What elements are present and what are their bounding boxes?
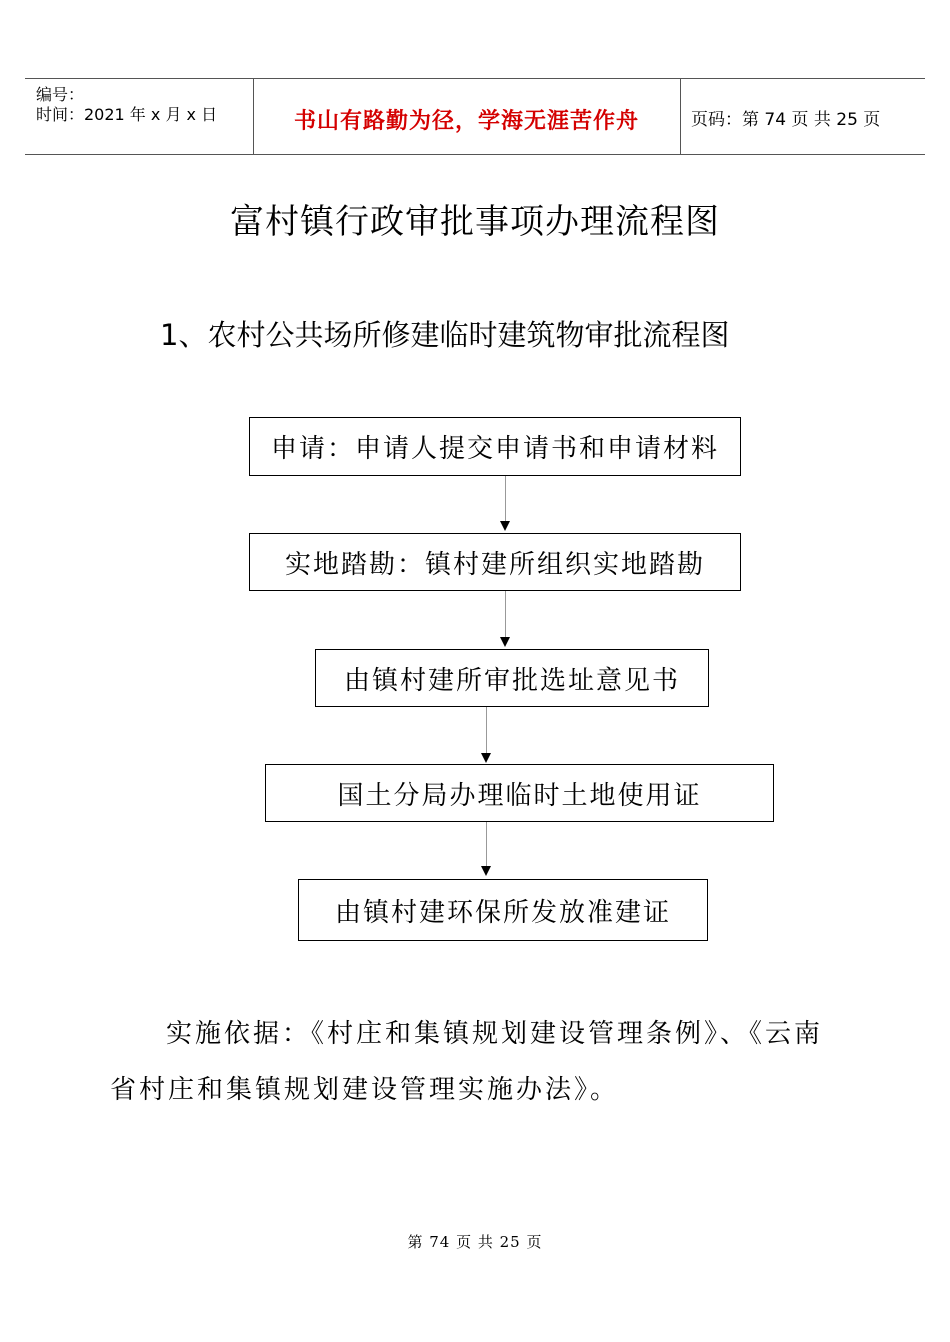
- arrow-down-icon: [481, 866, 491, 876]
- flow-connector: [486, 707, 487, 753]
- flow-step-site-approval: 由镇村建所审批选址意见书: [315, 649, 709, 707]
- header-motto: 书山有路勤为径，学海无涯苦作舟: [293, 108, 639, 134]
- flow-step-land-certificate: 国土分局办理临时土地使用证: [265, 764, 774, 822]
- flow-connector: [486, 822, 487, 868]
- document-date: 时间：2021 年 x 月 x 日: [36, 105, 218, 124]
- flow-connector: [505, 476, 506, 521]
- arrow-down-icon: [481, 753, 491, 763]
- legal-basis-paragraph: 实施依据：《村庄和集镇规划建设管理条例》、《云南省村庄和集镇规划建设管理实施办法》。: [110, 1019, 824, 1105]
- header-bottom-line: [25, 154, 925, 155]
- page-title: 富村镇行政审批事项办理流程图: [230, 202, 720, 242]
- arrow-down-icon: [500, 637, 510, 647]
- flow-step-building-permit: 由镇村建环保所发放准建证: [298, 879, 708, 941]
- flow-step-site-survey: 实地踏勘：镇村建所组织实地踏勘: [249, 533, 741, 591]
- header-top-line: [25, 78, 925, 79]
- document-code-label: 编号：: [36, 85, 85, 104]
- section-subtitle: 1、农村公共场所修建临时建筑物审批流程图: [160, 318, 730, 352]
- header-page-info: 页码：第 74 页 共 25 页: [691, 110, 881, 130]
- flow-step-application: 申请：申请人提交申请书和申请材料: [249, 417, 741, 476]
- flow-connector: [505, 591, 506, 637]
- arrow-down-icon: [500, 521, 510, 531]
- page-footer: 第 74 页 共 25 页: [407, 1233, 543, 1251]
- header-separator: [680, 78, 681, 154]
